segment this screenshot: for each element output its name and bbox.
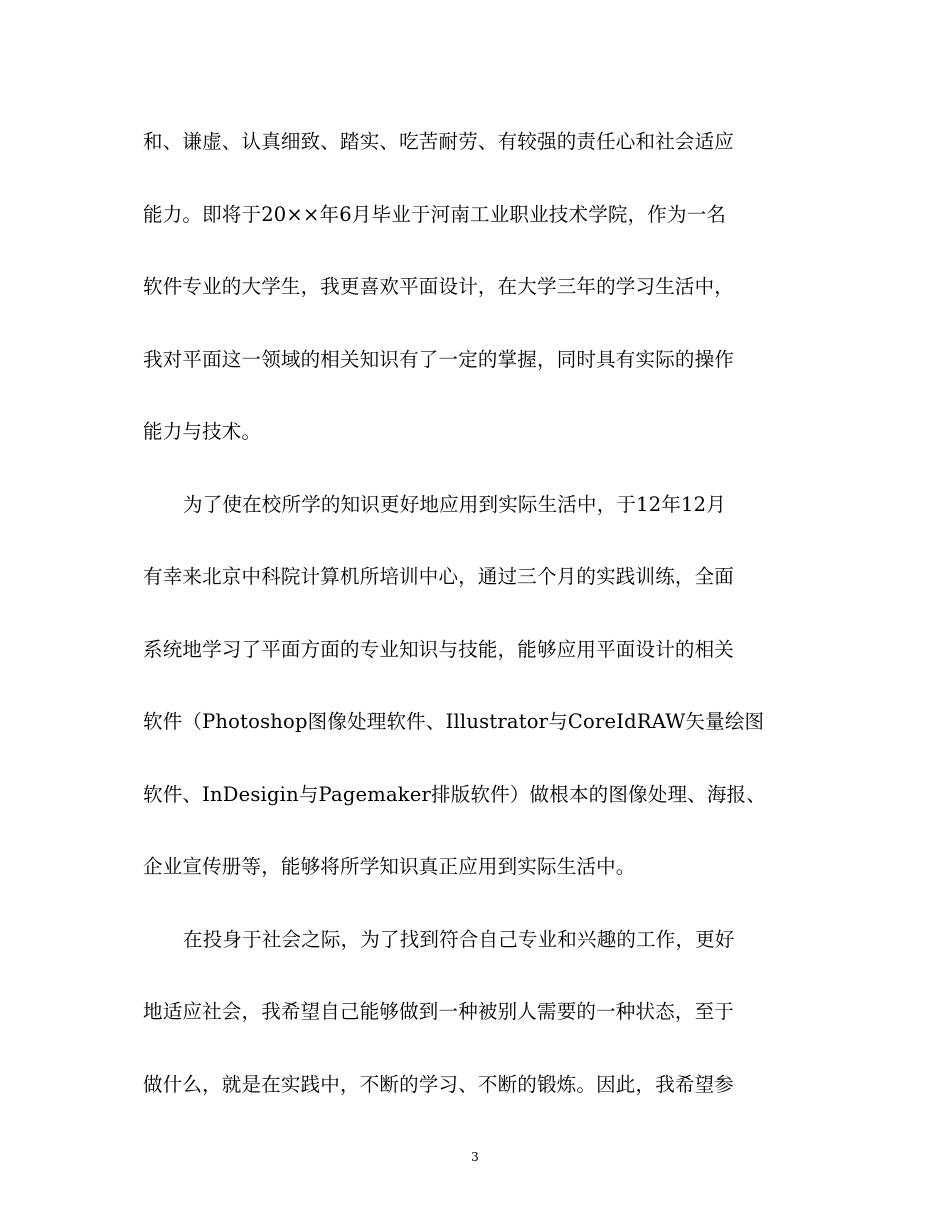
text-line: 我对平面这一领域的相关知识有了一定的掌握，同时具有实际的操作: [143, 347, 735, 371]
paragraph-start-line: 为了使在校所学的知识更好地应用到实际生活中，于12年12月: [183, 492, 726, 516]
text-line: 做什么，就是在实践中，不断的学习、不断的锻炼。因此，我希望参: [143, 1072, 735, 1096]
text-line: 软件、InDesigin与Pagemaker排版软件）做根本的图像处理、海报、: [143, 782, 766, 806]
text-line: 有幸来北京中科院计算机所培训中心，通过三个月的实践训练，全面: [143, 565, 735, 588]
paragraph-start-line: 在投身于社会之际，为了找到符合自己专业和兴趣的工作，更好: [183, 927, 735, 951]
text-line: 企业宣传册等，能够将所学知识真正应用到实际生活中。: [143, 855, 636, 878]
text-line: 软件专业的大学生，我更喜欢平面设计，在大学三年的学习生活中，: [143, 275, 735, 298]
page-number: 3: [471, 1150, 479, 1164]
text-line: 系统地学习了平面方面的专业知识与技能，能够应用平面设计的相关: [143, 637, 735, 661]
text-line: 和、谦虚、认真细致、踏实、吃苦耐劳、有较强的责任心和社会适应: [143, 130, 735, 153]
body-text: [143, 120, 807, 1135]
text-line: 地适应社会，我希望自己能够做到一种被别人需要的一种状态，至于: [143, 1000, 735, 1023]
text-line: 软件（Photoshop图像处理软件、Illustrator与CoreIdRAW矢量绘图: [143, 710, 765, 733]
text-line: 能力与技术。: [143, 420, 262, 443]
text-line: 能力。即将于20××年6月毕业于河南工业职业技术学院，作为一名: [143, 202, 727, 226]
